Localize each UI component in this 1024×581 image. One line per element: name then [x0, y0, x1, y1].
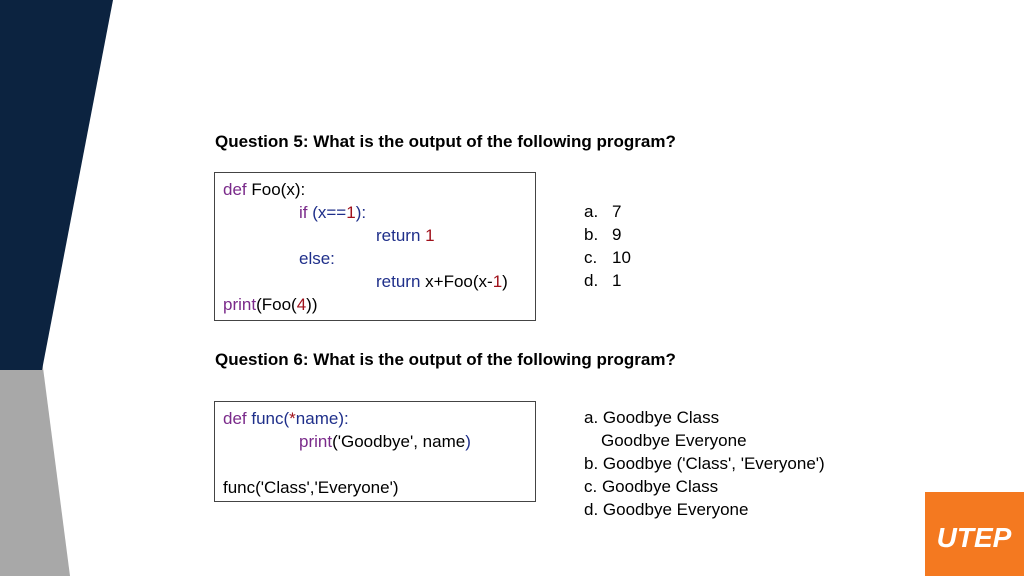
question-5-code-box — [214, 172, 536, 321]
utep-logo-text: UTEP — [936, 522, 1012, 553]
code-line: return 1 — [376, 226, 435, 245]
code-line: def Foo(x): — [223, 180, 306, 199]
gray-band — [0, 360, 70, 576]
slide-decoration — [0, 0, 130, 576]
answer-option[interactable]: b. 9 — [584, 225, 622, 244]
code-line: print(Foo(4)) — [223, 295, 318, 314]
answer-option[interactable]: b. Goodbye ('Class', 'Everyone') — [584, 454, 825, 473]
code-line: else: — [299, 249, 335, 268]
utep-logo — [925, 492, 1024, 576]
code-line: print('Goodbye', name) — [299, 432, 471, 451]
utep-logo-mark — [925, 492, 1024, 576]
code-line: return x+Foo(x-1) — [376, 272, 508, 291]
question-6-title: Question 6: What is the output of the following program? — [215, 350, 676, 369]
code-line: func('Class','Everyone') — [223, 478, 399, 497]
answer-option[interactable]: a. Goodbye Class — [584, 408, 720, 427]
answer-option[interactable]: c. 10 — [584, 248, 631, 267]
answer-option[interactable]: d. Goodbye Everyone — [584, 500, 749, 519]
answer-option[interactable]: a. 7 — [584, 202, 622, 221]
code-line: def func(*name): — [223, 409, 349, 428]
answer-option[interactable]: c. Goodbye Class — [584, 477, 719, 496]
question-5-title: Question 5: What is the output of the following program? — [215, 132, 676, 151]
answer-option-continuation: Goodbye Everyone — [601, 431, 747, 450]
navy-band — [0, 0, 113, 370]
answer-option[interactable]: d. 1 — [584, 271, 622, 290]
code-line: if (x==1): — [299, 203, 367, 222]
question-6-code-box — [214, 401, 536, 502]
